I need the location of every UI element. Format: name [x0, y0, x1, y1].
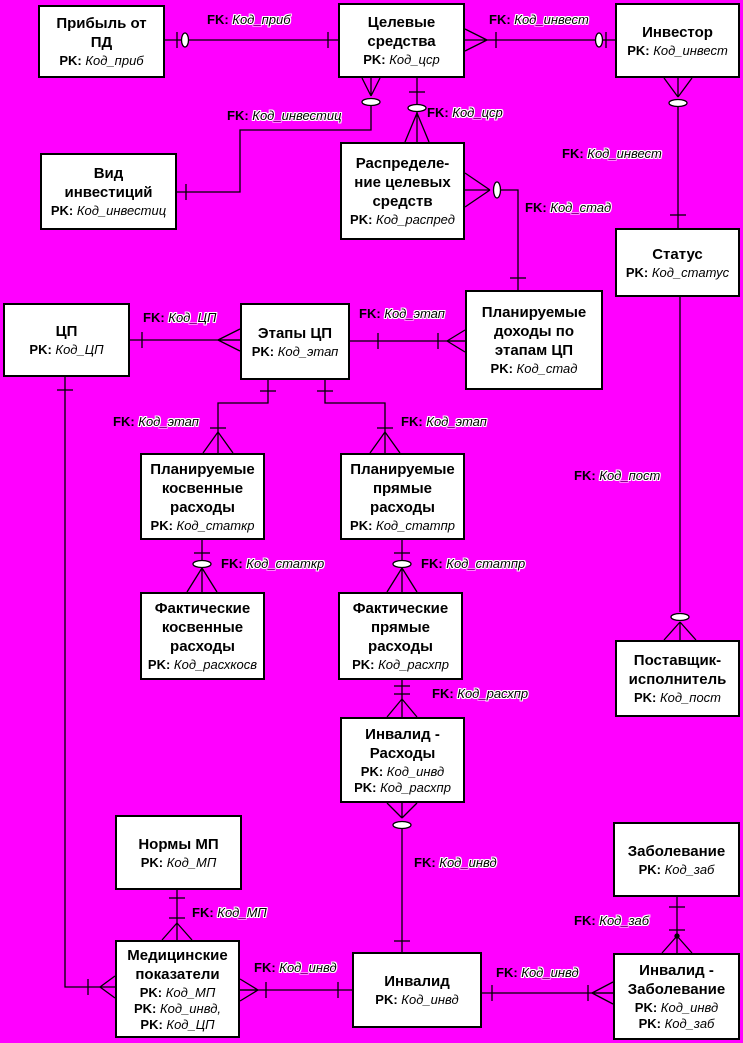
entity-keys: [375, 992, 458, 1008]
fk-prefix: FK:: [496, 965, 522, 980]
fk-label: [574, 468, 660, 483]
entity-title: Распределе- ние целевых средств: [354, 155, 451, 210]
rel-investor--status: [664, 78, 692, 228]
fk-value: Код_статпр: [446, 556, 526, 571]
fk-label: [192, 905, 267, 920]
fk-label: [401, 414, 487, 429]
fk-value: Код_инвд: [279, 960, 337, 975]
entity-title: Инвалид - Расходы: [365, 725, 440, 762]
fk-value: Код_инвестиц: [252, 108, 342, 123]
fk-label: [432, 686, 528, 701]
entity-keys: [252, 344, 339, 360]
entity-title: Планируемые косвенные расходы: [150, 460, 255, 516]
fk-value: Код_статкр: [246, 556, 325, 571]
entity-keys: [626, 265, 729, 281]
fk-value: Код_этап: [384, 306, 445, 321]
entity-key: PK: Код_ЦП: [140, 1016, 215, 1032]
entity-key: PK: Код_статпр: [350, 517, 455, 533]
fk-label: [143, 310, 216, 325]
entity-invalid-zabolevanie: [613, 953, 740, 1040]
entity-invalid-rashody: [340, 717, 465, 803]
fk-prefix: FK:: [227, 108, 253, 123]
fk-prefix: FK:: [359, 306, 385, 321]
entity-keys: [627, 43, 728, 59]
entity-status: [615, 228, 740, 297]
entity-planiruemye-pryamye-rashody: [340, 453, 465, 540]
rel-plan-kosvennye--fakt-kosvennye: [187, 540, 217, 592]
entity-key: PK: Код_стад: [490, 361, 578, 376]
entity-planiruemye-dohody-po-etapam-cp: [465, 290, 603, 390]
entity-keys: [148, 657, 257, 673]
entity-keys: [151, 518, 255, 534]
fk-value: Код_ЦП: [168, 310, 217, 325]
entity-keys: [352, 657, 449, 673]
fk-prefix: FK:: [221, 556, 247, 571]
entity-key: PK: Код_пост: [633, 690, 722, 705]
fk-value: Код_инвд: [521, 965, 579, 980]
fk-prefix: FK:: [401, 414, 427, 429]
fk-prefix: FK:: [207, 12, 233, 27]
entity-keys: [635, 1000, 718, 1032]
entity-title: ЦП: [55, 323, 78, 340]
entity-key: PK: Код_статкр: [150, 517, 255, 533]
fk-value: Код_расхпр: [457, 686, 529, 701]
fk-value: Код_этап: [138, 414, 199, 429]
entity-fakticheskie-kosvennye-rashody: [140, 592, 265, 680]
entity-keys: [134, 985, 221, 1033]
entity-title: Инвалид - Заболевание: [627, 962, 726, 998]
entity-postavshchik-ispolnitel: [615, 640, 740, 717]
fk-label: [427, 105, 503, 120]
entity-key: PK: Код_инвд: [634, 1000, 719, 1015]
fk-value: Код_стад: [550, 200, 612, 215]
rel-med-pokazateli--invalid: [240, 979, 352, 1001]
entity-title: Инвалид: [384, 973, 450, 990]
entity-etapy-cp: [240, 303, 350, 380]
fk-label: [574, 913, 649, 928]
fk-value: Код_заб: [599, 913, 650, 928]
entity-pribyl-ot-pd: [38, 5, 165, 78]
fk-prefix: FK:: [562, 146, 588, 161]
entity-title: Медицинские показатели: [127, 946, 228, 983]
entity-keys: [350, 518, 455, 534]
rel-plan-pryamye--fakt-pryamye: [387, 540, 417, 592]
fk-prefix: FK:: [432, 686, 458, 701]
fk-value: Код_этап: [426, 414, 487, 429]
entity-key: PK: Код_этап: [251, 343, 339, 359]
rel-etapy--plan-dohody: [350, 330, 465, 352]
fk-label: [221, 556, 324, 571]
entity-keys: [350, 212, 455, 228]
entity-title: Фактические прямые расходы: [352, 600, 449, 655]
entity-keys: [363, 52, 439, 68]
entity-keys: [354, 764, 451, 796]
rel-raspredelenie--plan-dohody: [465, 173, 526, 290]
entity-keys: [639, 862, 715, 878]
fk-prefix: FK:: [427, 105, 453, 120]
entity-planiruemye-kosvennye-rashody: [140, 453, 265, 540]
entity-key: PK: Код_инвд: [375, 992, 459, 1007]
fk-label: [489, 12, 589, 27]
fk-label: [421, 556, 525, 571]
rel-zabolevanie--invalid-zabolevanie: [662, 897, 692, 953]
rel-normy-mp--med-pokazateli: [162, 890, 192, 940]
entity-key: PK: Код_заб: [638, 1016, 715, 1031]
entity-keys: [141, 855, 217, 871]
fk-label: [525, 200, 611, 215]
entity-title: Статус: [652, 245, 703, 263]
entity-zabolevanie: [613, 822, 740, 897]
entity-medicinskie-pokazateli: [115, 940, 240, 1038]
rel-fakt-pryamye--invalid-rashody: [387, 680, 417, 717]
fk-value: Код_инвест: [587, 146, 662, 161]
entity-keys: [29, 342, 103, 358]
entity-title: Поставщик- исполнитель: [628, 652, 727, 688]
entity-key: PK: Код_распред: [350, 212, 455, 227]
fk-prefix: FK:: [574, 468, 600, 483]
fk-prefix: FK:: [421, 556, 447, 571]
entity-investor: [615, 3, 740, 78]
entity-key: PK: Код_цср: [363, 52, 440, 67]
fk-prefix: FK:: [143, 310, 169, 325]
fk-label: [227, 108, 342, 123]
fk-label: [254, 960, 337, 975]
fk-value: Код_инвест: [514, 12, 589, 27]
rel-etapy--plan-pryamye: [317, 380, 400, 453]
entity-key: PK: Код_расхпр: [354, 779, 451, 795]
entity-key: PK: Код_расхпр: [352, 657, 449, 672]
entity-key: PK: Код_МП: [139, 984, 216, 1000]
entity-title: Планируемые прямые расходы: [350, 460, 455, 516]
fk-label: [496, 965, 579, 980]
fk-value: Код_цср: [452, 105, 503, 120]
entity-key: PK: Код_заб: [638, 861, 715, 877]
entity-key: PK: Код_инвд: [360, 763, 445, 779]
entity-normy-mp: [115, 815, 242, 890]
entity-key: PK: Код_инвд,: [134, 1000, 221, 1016]
fk-value: Код_инвд: [439, 855, 497, 870]
entity-title: Вид инвестиций: [64, 165, 153, 201]
fk-prefix: FK:: [525, 200, 551, 215]
fk-prefix: FK:: [192, 905, 218, 920]
entity-title: Фактические косвенные расходы: [154, 600, 251, 655]
fk-label: [113, 414, 199, 429]
entity-title: Этапы ЦП: [257, 324, 333, 342]
fk-prefix: FK:: [489, 12, 515, 27]
entity-title: Заболевание: [627, 842, 726, 860]
fk-prefix: FK:: [574, 913, 600, 928]
rel-invalid-rashody--invalid: [387, 803, 417, 952]
entity-key: PK: Код_расхкосв: [147, 657, 258, 672]
fk-prefix: FK:: [414, 855, 440, 870]
entity-keys: [51, 203, 166, 219]
entity-title: Целевые средства: [367, 14, 436, 50]
entity-celevye-sredstva: [338, 3, 465, 78]
fk-value: Код_пост: [599, 468, 661, 483]
fk-label: [207, 12, 291, 27]
fk-label: [359, 306, 445, 321]
entity-title: Инвестор: [642, 23, 713, 41]
rel-pribyl--celevye: [165, 32, 338, 48]
entity-key: PK: Код_инвестиц: [50, 203, 167, 218]
entity-cp: [3, 303, 130, 377]
entity-keys: [634, 690, 721, 706]
entity-keys: [59, 53, 143, 69]
fk-prefix: FK:: [254, 960, 280, 975]
fk-value: Код_МП: [217, 905, 267, 920]
rel-cp--etapy: [130, 329, 240, 351]
rel-status--postavshchik: [664, 297, 696, 640]
entity-invalid: [352, 952, 482, 1028]
entity-keys: [491, 361, 578, 377]
rel-invalid--invalid-zabolevanie: [482, 982, 613, 1004]
entity-key: PK: Код_приб: [59, 53, 144, 68]
entity-key: PK: Код_МП: [140, 854, 217, 870]
entity-title: Нормы МП: [138, 835, 219, 853]
entity-raspredelenie-celevyh-sredstv: [340, 142, 465, 240]
entity-title: Прибыль от ПД: [56, 15, 147, 51]
rel-etapy--plan-kosvennye: [203, 380, 276, 453]
entity-vid-investicij: [40, 153, 177, 230]
fk-label: [562, 146, 662, 161]
rel-celevye--raspredelenie: [405, 78, 429, 142]
entity-key: PK: Код_инвест: [627, 42, 728, 58]
fk-prefix: FK:: [113, 414, 139, 429]
entity-key: PK: Код_статус: [625, 264, 730, 280]
rel-celevye--investor: [465, 29, 615, 51]
entity-key: PK: Код_ЦП: [29, 342, 104, 357]
fk-label: [414, 855, 497, 870]
entity-fakticheskie-pryamye-rashody: [338, 592, 463, 680]
entity-title: Планируемые доходы по этапам ЦП: [481, 304, 587, 359]
fk-value: Код_приб: [232, 12, 291, 27]
rel-cp--med-pokazateli: [57, 377, 115, 998]
